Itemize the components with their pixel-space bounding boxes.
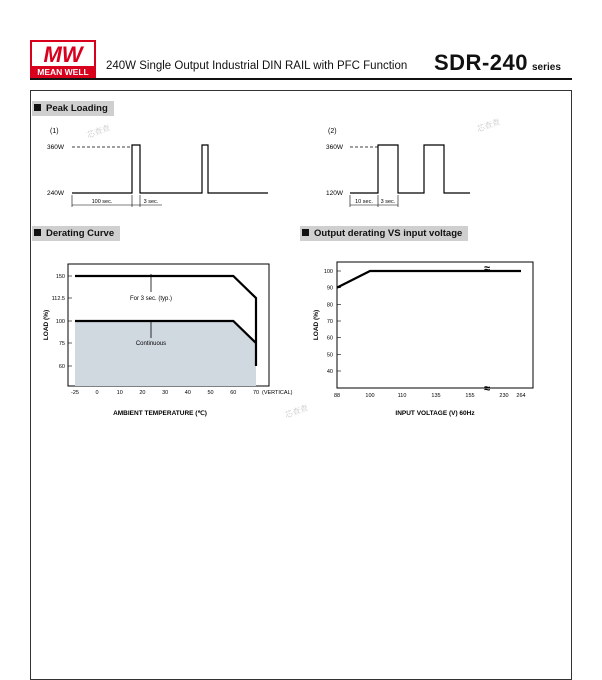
chart2-y-tick-label: 40	[326, 369, 333, 375]
model-number: SDR-240	[434, 50, 528, 75]
chart1-x-tick-label: 20	[139, 390, 146, 396]
chart1-y-tick-label: 60	[58, 364, 65, 370]
product-subtitle: 240W Single Output Industrial DIN RAIL with PFC Function	[106, 60, 408, 72]
chart2-y-tick-label: 80	[326, 302, 333, 309]
logo-wordmark: MEAN WELL	[37, 67, 89, 77]
chart1-series-label-continuous: Continuous	[135, 341, 167, 347]
chart2-x-tick-label: 230	[499, 393, 509, 399]
diagram1-low-level: 240W	[47, 190, 64, 197]
chart1-y-tick-label: 100	[55, 319, 65, 325]
chart1-x-tick-label: 40	[184, 390, 191, 396]
diagram2-high-level: 360W	[326, 144, 343, 151]
chart1-x-tick-label: 10	[116, 390, 123, 396]
chart2-x-axis-label: INPUT VOLTAGE (V) 60Hz	[395, 410, 475, 417]
chart2-plot-frame	[337, 262, 533, 388]
chart2-y-axis-label: LOAD (%)	[313, 309, 320, 341]
chart1-y-tick-label: 112.5	[51, 296, 65, 302]
input-derating-heading: Output derating VS input voltage	[300, 226, 468, 241]
diagram2-low-level: 120W	[326, 190, 343, 197]
diagram1-interval-2: 3 sec.	[143, 199, 159, 205]
chart1-x-tick-label: 30	[162, 390, 169, 396]
chart2-y-tick-label: 60	[326, 335, 333, 342]
diagram1-high-level: 360W	[47, 144, 64, 151]
chart1-x-tick-label: 60	[230, 390, 237, 396]
chart1-x-tick-suffix: (VERTICAL)	[262, 390, 293, 396]
chart2-x-tick-label: 110	[397, 393, 407, 399]
chart2-x-tick-label: 135	[431, 393, 441, 399]
diagram1-interval-1: 100 sec.	[91, 199, 113, 205]
chart1-y-tick-label: 150	[55, 274, 65, 280]
chart1-x-tick-label: -25	[71, 390, 79, 396]
watermark: 芯查查	[85, 123, 112, 140]
chart2-y-tick-label: 70	[326, 319, 333, 325]
chart2-break-mark-bottom: ≈	[483, 383, 491, 395]
chart1-x-tick-label: 50	[207, 390, 214, 396]
diagram2-interval-1: 10 sec.	[355, 199, 373, 205]
chart1-series-label-peak: For 3 sec. (typ.)	[129, 296, 173, 302]
watermark: 芯查查	[283, 403, 310, 420]
chart2-x-tick-label: 88	[333, 393, 341, 399]
chart1-y-tick-label: 75	[58, 341, 65, 347]
chart2-y-tick-label: 100	[323, 269, 333, 275]
chart1-x-tick-label: 0	[95, 390, 99, 396]
derating-curve-heading: Derating Curve	[32, 226, 120, 241]
series-suffix: series	[531, 62, 561, 73]
chart1-x-tick-label: 70	[252, 390, 260, 396]
chart2-x-tick-label: 264	[516, 393, 526, 399]
watermark: 芯查查	[475, 117, 502, 134]
peak-loading-heading: Peak Loading	[32, 101, 114, 116]
chart1-x-axis-label: AMBIENT TEMPERATURE (℃)	[113, 410, 207, 417]
diagram2-label: (2)	[328, 128, 337, 135]
chart2-series-line	[337, 271, 521, 288]
diagram1-label: (1)	[50, 128, 59, 135]
logo-mark: MW	[43, 42, 83, 67]
chart2-break-mark-top: ≈	[483, 263, 491, 275]
chart1-y-axis-label: LOAD (%)	[43, 309, 50, 341]
chart2-x-tick-label: 155	[465, 393, 475, 399]
diagram2-interval-2: 3 sec.	[380, 199, 396, 205]
chart2-y-tick-label: 90	[326, 285, 333, 292]
chart2-y-tick-label: 50	[326, 352, 333, 359]
chart2-x-tick-label: 100	[365, 393, 375, 399]
